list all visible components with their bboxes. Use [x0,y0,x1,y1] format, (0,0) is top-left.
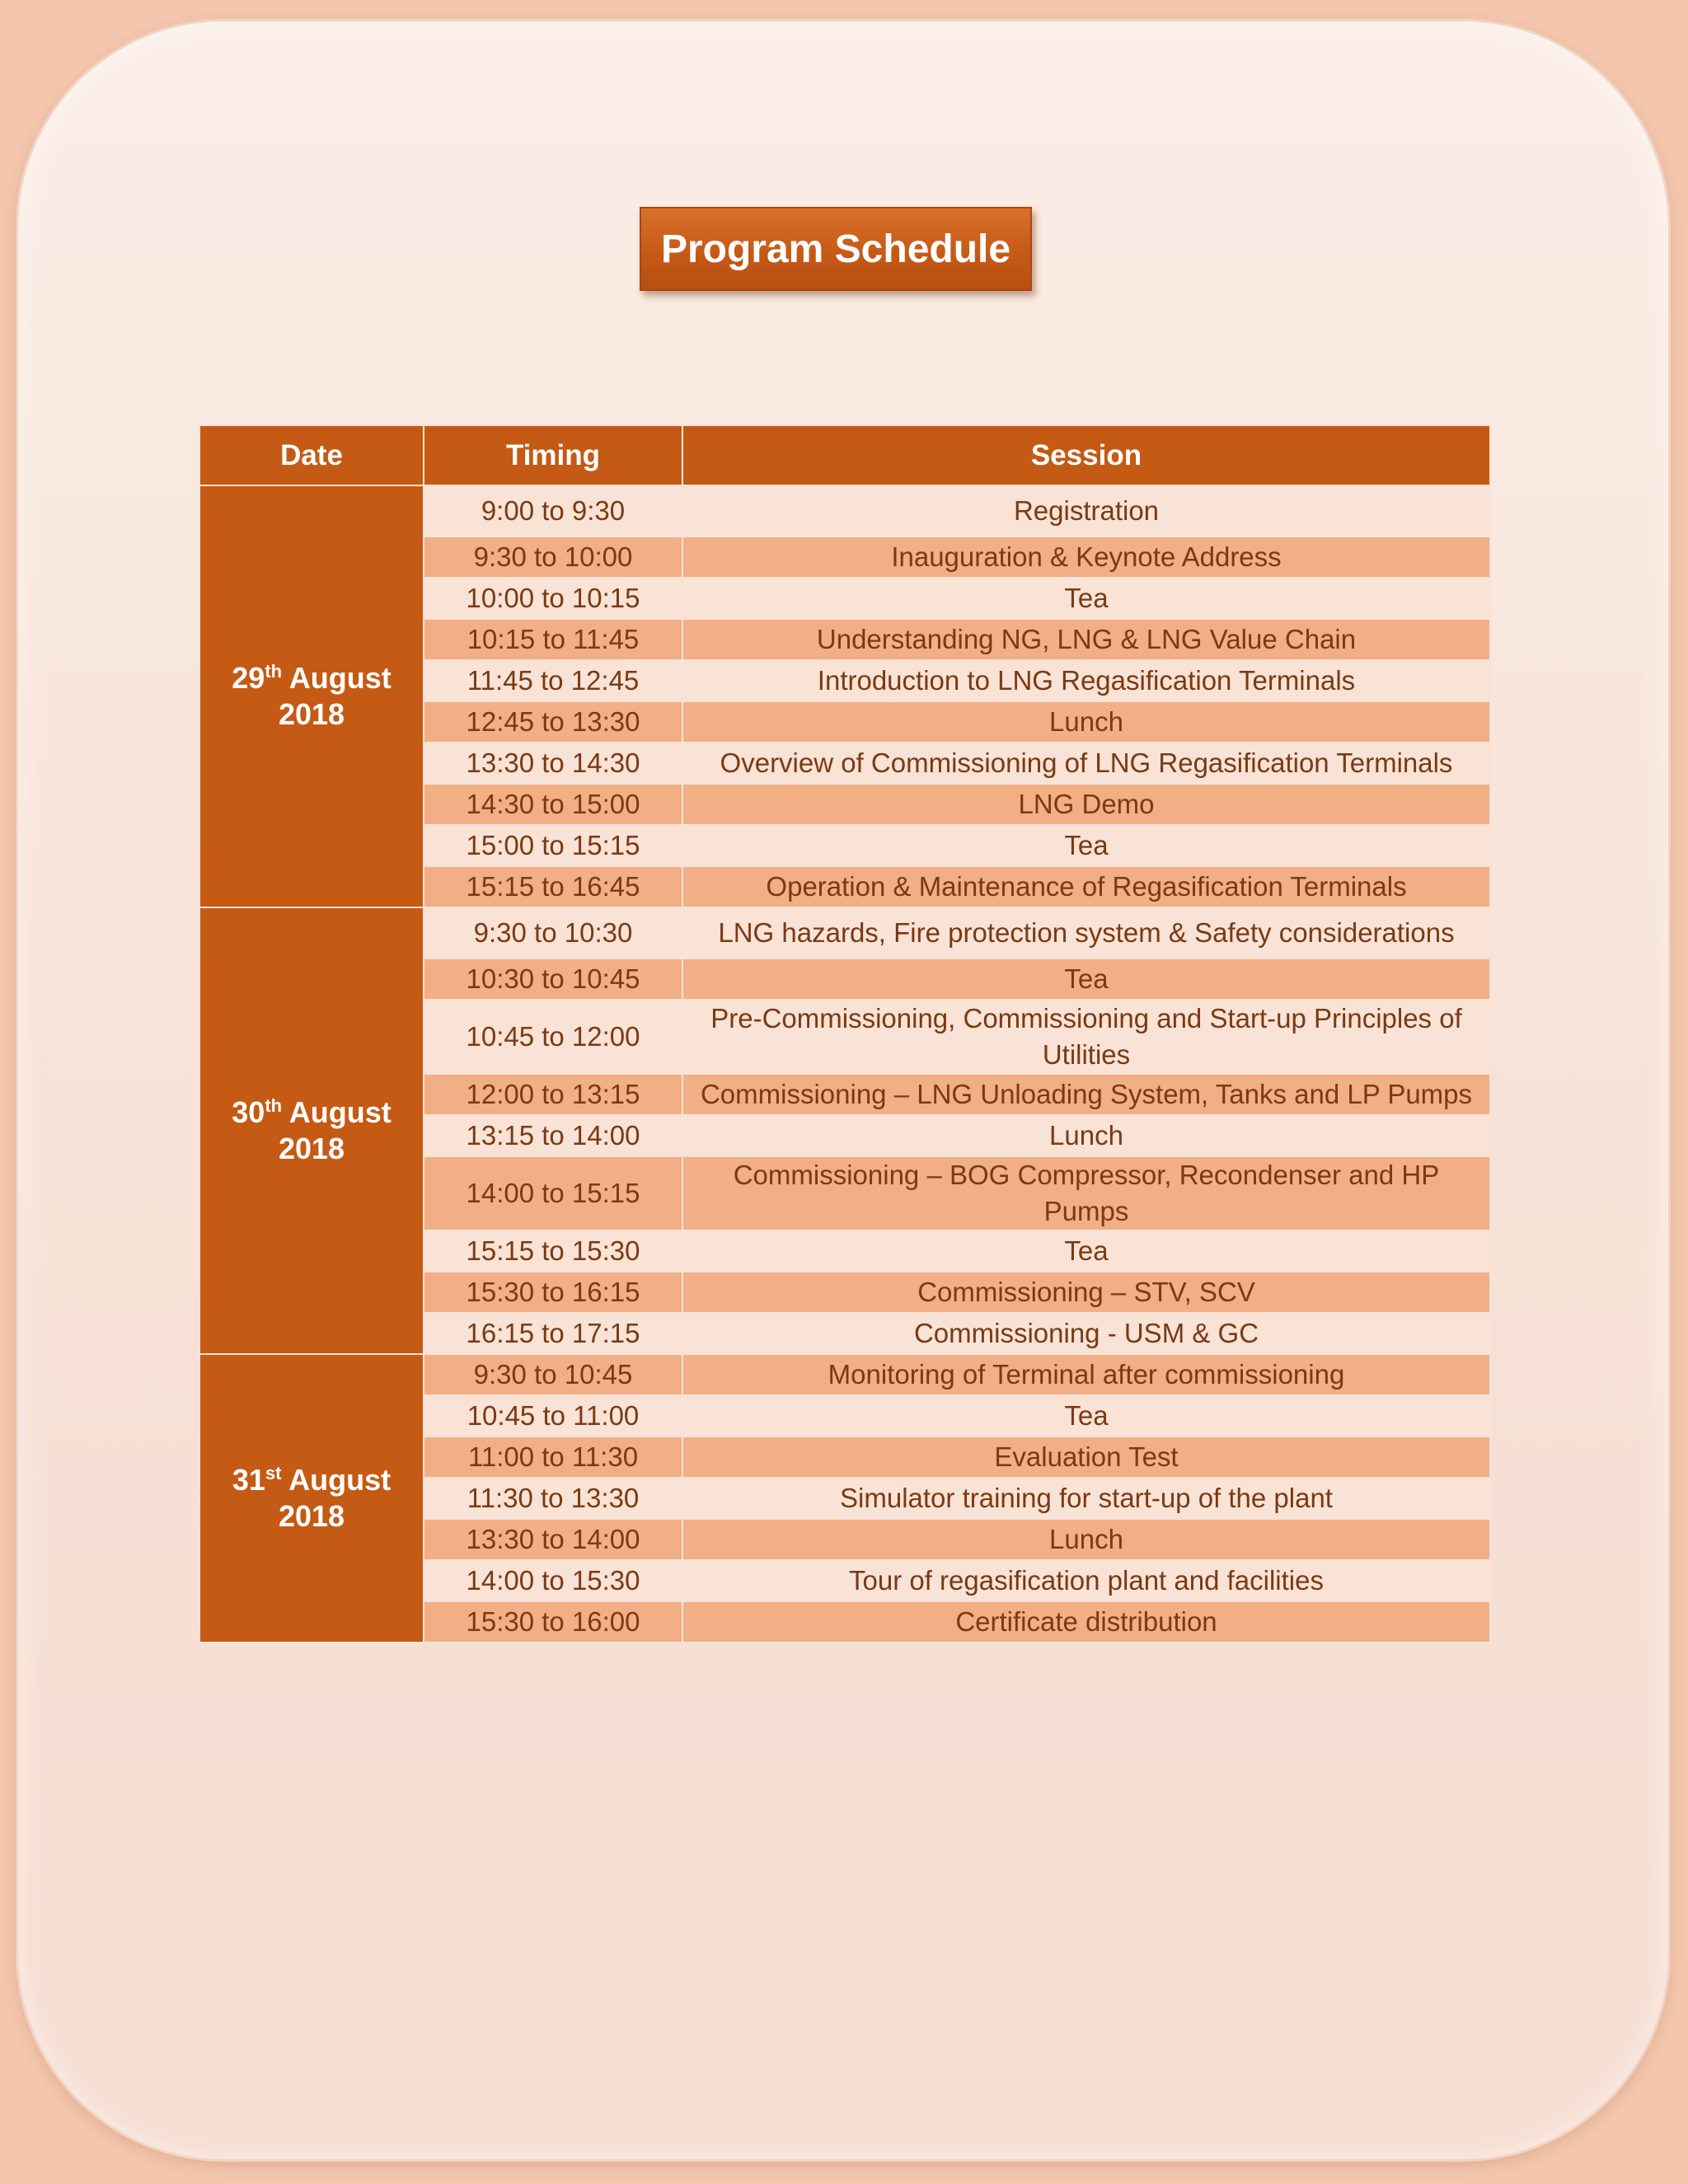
timing-cell: 11:45 to 12:45 [424,660,682,701]
timing-cell: 15:15 to 16:45 [424,866,682,907]
session-cell: Introduction to LNG Regasification Terminals [682,660,1490,701]
page-title: Program Schedule [640,207,1032,291]
session-cell: Tea [682,958,1490,1000]
schedule-row [199,907,1490,958]
session-cell: LNG Demo [682,784,1490,825]
timing-cell: 15:00 to 15:15 [424,825,682,866]
date-year: 2018 [278,1499,345,1533]
date-cell [199,1354,424,1643]
session-cell: Commissioning - USM & GC [682,1313,1490,1354]
session-cell: Simulator training for start-up of the plant [682,1478,1490,1519]
date-month: August [288,661,392,695]
session-cell: Tea [682,1230,1490,1272]
timing-cell: 11:00 to 11:30 [424,1436,682,1478]
session-cell: Commissioning – BOG Compressor, Recondenser and HP Pumps [682,1156,1490,1230]
timing-cell: 9:30 to 10:00 [424,537,682,578]
header-session: Session [682,425,1490,485]
session-cell: Tea [682,578,1490,619]
schedule-table [199,424,1491,1643]
session-cell: Pre-Commissioning, Commissioning and Start-up Principles of Utilities [682,1000,1490,1074]
timing-cell: 12:45 to 13:30 [424,701,682,743]
session-cell: Inauguration & Keynote Address [682,537,1490,578]
timing-cell: 11:30 to 13:30 [424,1478,682,1519]
date-year: 2018 [278,697,345,731]
date-cell [199,485,424,907]
date-day: 29 [232,661,265,695]
date-month: August [288,1095,392,1129]
session-cell: Registration [682,485,1490,537]
schedule-row [199,485,1490,537]
timing-cell: 10:45 to 11:00 [424,1395,682,1436]
timing-cell: 15:30 to 16:00 [424,1601,682,1643]
session-cell: Tea [682,825,1490,866]
timing-cell: 14:00 to 15:30 [424,1560,682,1601]
session-cell: Operation & Maintenance of Regasification Terminals [682,866,1490,907]
session-cell: Commissioning – STV, SCV [682,1272,1490,1313]
session-cell: Lunch [682,1519,1490,1560]
timing-cell: 9:30 to 10:45 [424,1354,682,1395]
schedule-row [199,1354,1490,1395]
timing-cell: 9:30 to 10:30 [424,907,682,958]
timing-cell: 15:15 to 15:30 [424,1230,682,1272]
timing-cell: 14:30 to 15:00 [424,784,682,825]
timing-cell: 10:00 to 10:15 [424,578,682,619]
date-suffix: th [265,1095,283,1116]
session-cell: Understanding NG, LNG & LNG Value Chain [682,619,1490,660]
timing-cell: 13:30 to 14:00 [424,1519,682,1560]
session-cell: Commissioning – LNG Unloading System, Tanks and LP Pumps [682,1074,1490,1115]
date-year: 2018 [278,1132,345,1165]
header-timing: Timing [424,425,682,485]
table-header-row [199,425,1490,485]
session-cell: Lunch [682,701,1490,743]
session-cell: Certificate distribution [682,1601,1490,1643]
timing-cell: 13:30 to 14:30 [424,743,682,784]
date-month: August [288,1463,392,1497]
session-cell: Evaluation Test [682,1436,1490,1478]
session-cell: Overview of Commissioning of LNG Regasification Terminals [682,743,1490,784]
timing-cell: 10:30 to 10:45 [424,958,682,1000]
timing-cell: 12:00 to 13:15 [424,1074,682,1115]
timing-cell: 14:00 to 15:15 [424,1156,682,1230]
date-cell [199,907,424,1354]
date-suffix: th [265,661,283,682]
header-date: Date [199,425,424,485]
date-day: 31 [232,1463,265,1497]
session-cell: Lunch [682,1115,1490,1156]
session-cell: Tea [682,1395,1490,1436]
timing-cell: 10:45 to 12:00 [424,1000,682,1074]
timing-cell: 9:00 to 9:30 [424,485,682,537]
date-day: 30 [232,1095,265,1129]
date-suffix: st [265,1463,282,1483]
timing-cell: 13:15 to 14:00 [424,1115,682,1156]
timing-cell: 15:30 to 16:15 [424,1272,682,1313]
session-cell: Tour of regasification plant and facilities [682,1560,1490,1601]
session-cell: LNG hazards, Fire protection system & Safety considerations [682,907,1490,958]
timing-cell: 10:15 to 11:45 [424,619,682,660]
timing-cell: 16:15 to 17:15 [424,1313,682,1354]
session-cell: Monitoring of Terminal after commissioning [682,1354,1490,1395]
